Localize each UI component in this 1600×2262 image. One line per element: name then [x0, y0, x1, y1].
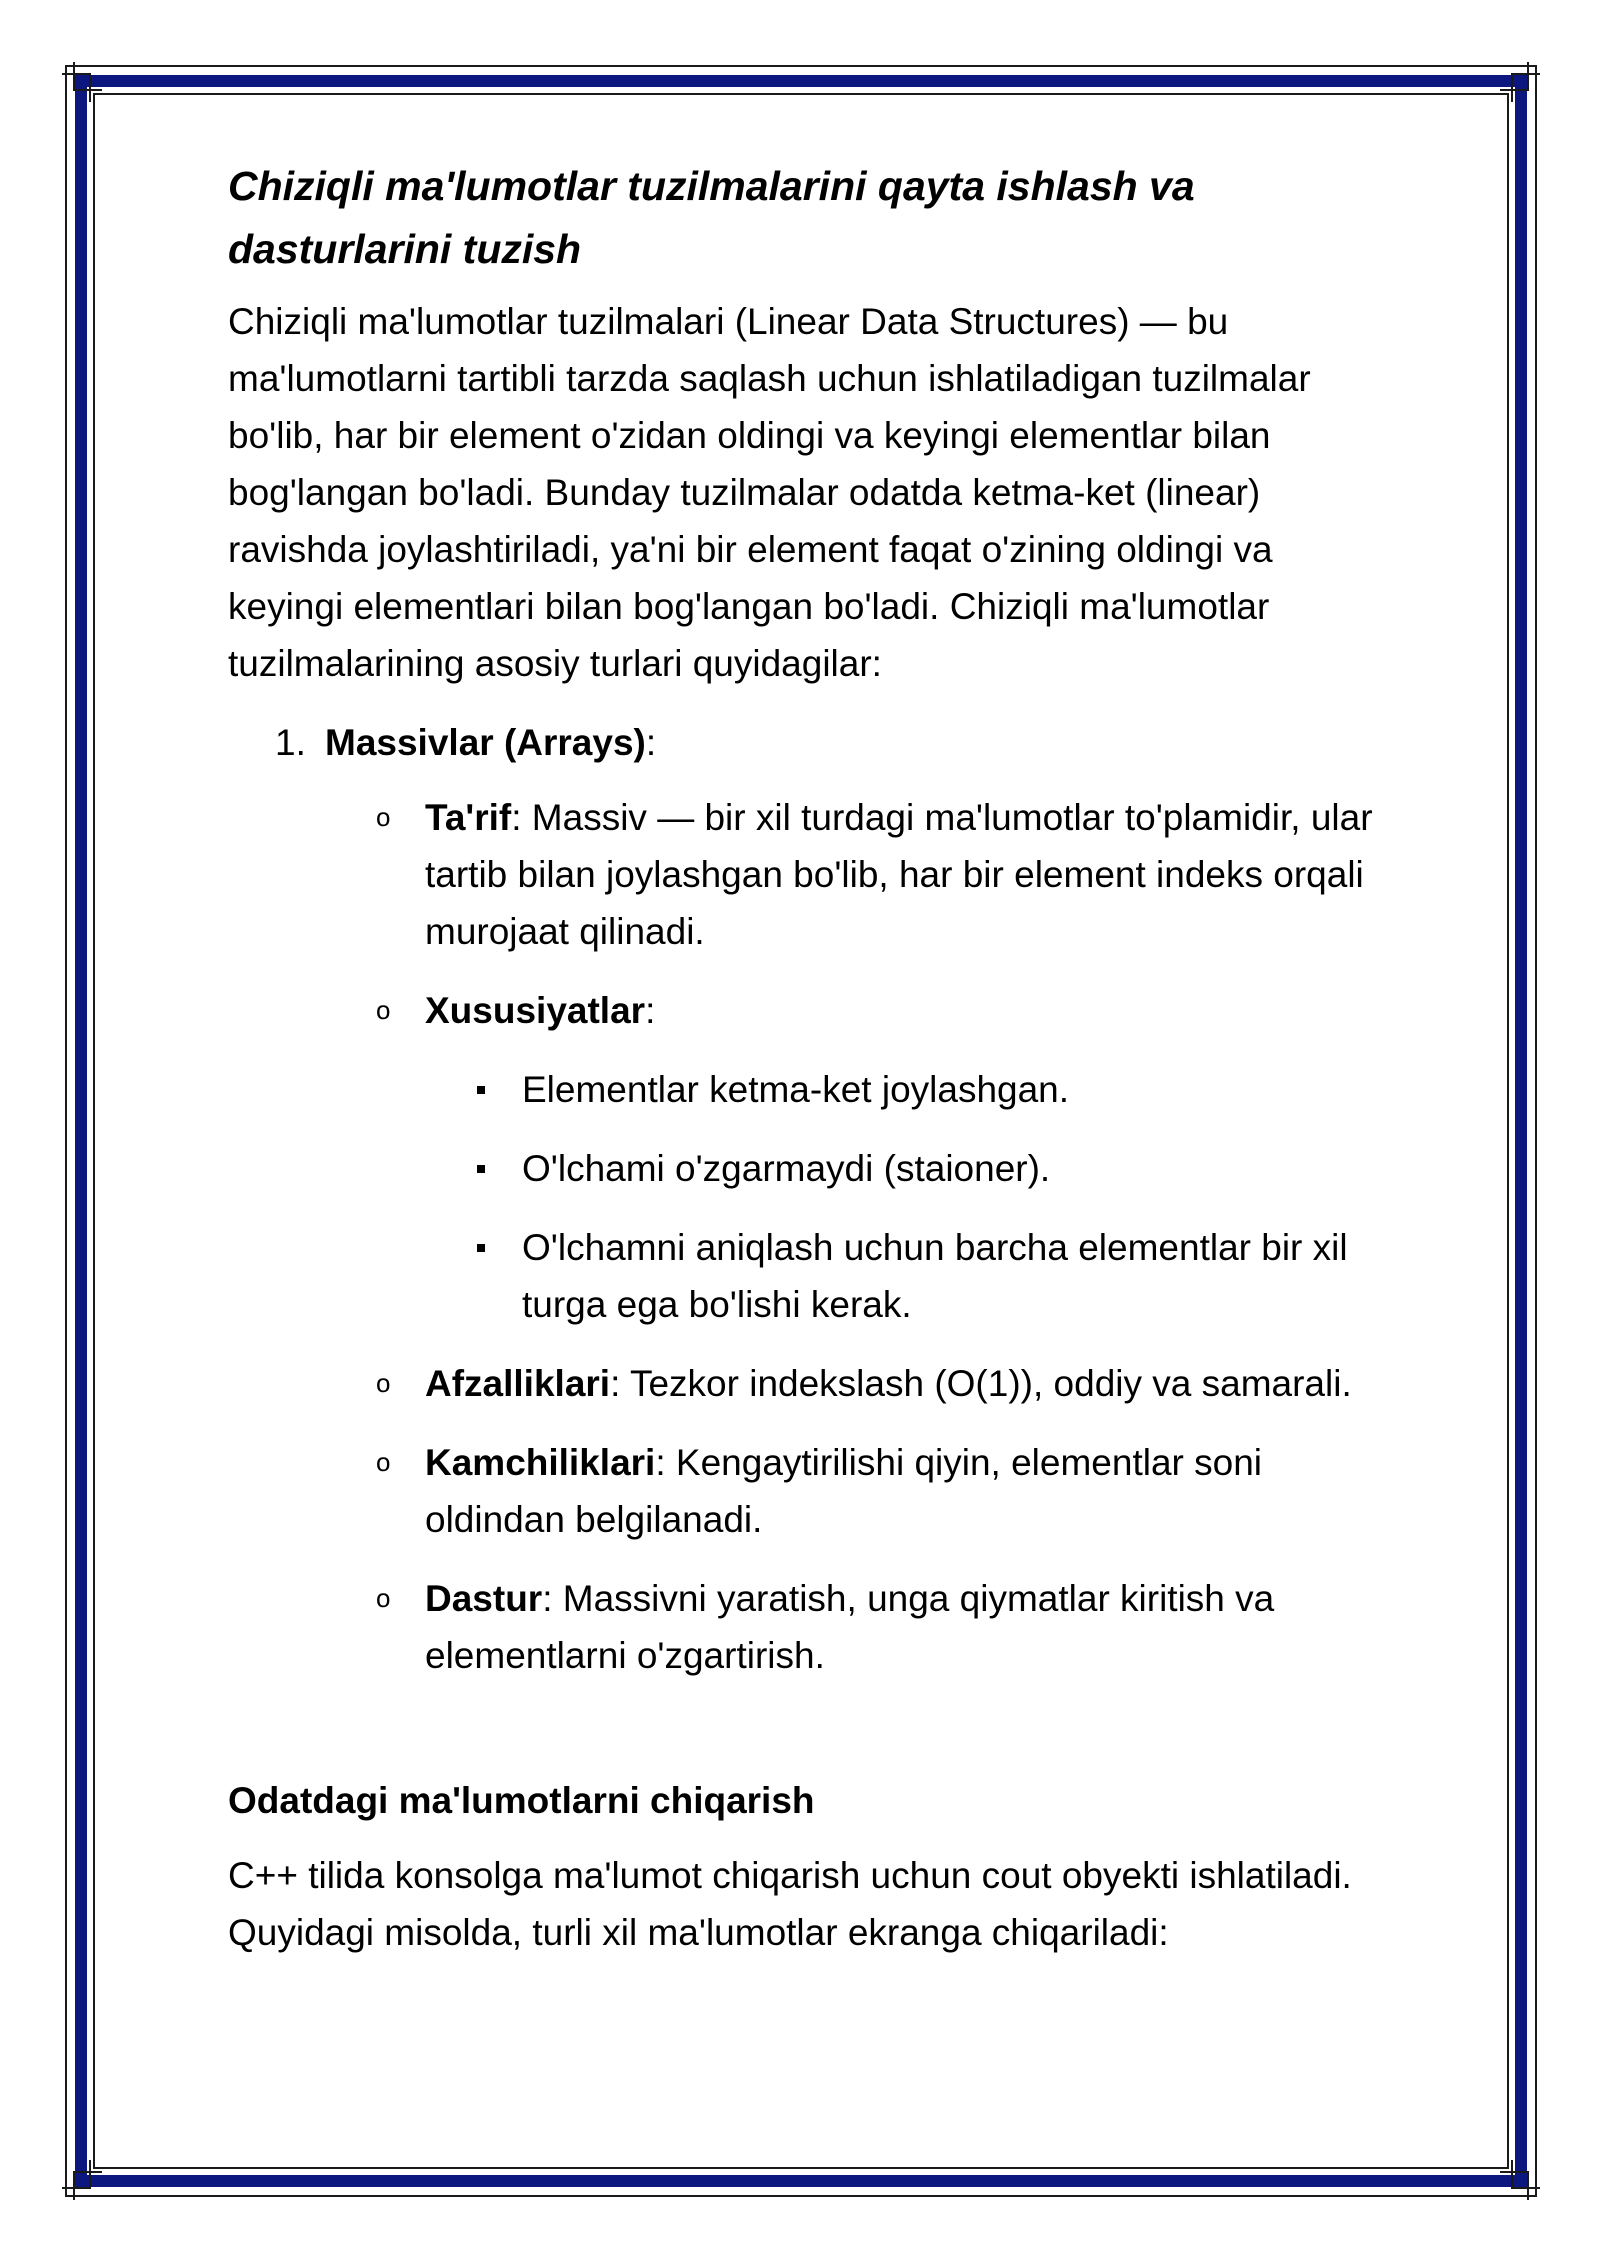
hollow-bullet-icon: o	[376, 802, 391, 832]
hollow-bullet-icon: o	[376, 1583, 391, 1613]
square-bullet-icon	[477, 1086, 485, 1094]
sub-item-features	[228, 982, 1408, 1333]
definition-text: : Massiv — bir xil turdagi ma'lumotlar to'plamidir, ular tartib bilan joylashgan bo'lib, har bir element indeks orqali murojaat qilinadi.	[425, 797, 1373, 952]
list-item-suffix: :	[645, 722, 657, 763]
features-list	[425, 1061, 1408, 1333]
disadvantages-label: Kamchiliklari	[425, 1442, 656, 1483]
square-bullet-icon	[477, 1165, 485, 1173]
advantages-label: Afzalliklari	[425, 1363, 611, 1404]
document-title: Chiziqli ma'lumotlar tuzilmalarini qayta ishlash va dasturlarini tuzish	[228, 163, 1195, 272]
list-number: 1.	[275, 722, 306, 763]
border-corner-ornament-top-right	[1500, 62, 1540, 102]
border-corner-ornament-bottom-right	[1500, 2160, 1540, 2200]
program-text: : Massivni yaratish, unga qiymatlar kiritish va elementlarni o'zgartirish.	[425, 1578, 1275, 1676]
sub-item-program	[228, 1570, 1408, 1684]
advantages-text: : Tezkor indekslash (O(1)), oddiy va samarali.	[610, 1363, 1352, 1404]
feature-text: Elementlar ketma-ket joylashgan.	[522, 1069, 1070, 1110]
definition-label: Ta'rif	[425, 797, 512, 838]
feature-text: O'lchami o'zgarmaydi (staioner).	[522, 1148, 1051, 1189]
numbered-item-arrays	[275, 714, 1408, 771]
border-corner-ornament-bottom-left	[62, 2160, 102, 2200]
hollow-bullet-icon: o	[376, 995, 391, 1025]
square-bullet-icon	[477, 1244, 485, 1252]
features-suffix: :	[645, 990, 656, 1031]
sub-item-definition	[228, 789, 1408, 960]
border-corner-ornament-top-left	[62, 62, 102, 102]
hollow-bullet-icon: o	[376, 1447, 391, 1477]
feature-item	[228, 1140, 1408, 1197]
program-label: Dastur	[425, 1578, 543, 1619]
feature-item	[228, 1061, 1408, 1118]
feature-item	[228, 1219, 1408, 1333]
section-heading-output: Odatdagi ma'lumotlarni chiqarish	[228, 1780, 815, 1821]
disadvantages-text: : Kengaytirilishi qiyin, elementlar soni oldindan belgilanadi.	[425, 1442, 1263, 1540]
output-paragraph: C++ tilida konsolga ma'lumot chiqarish uchun cout obyekti ishlatiladi. Quyidagi misolda, turli xil ma'lumotlar ekranga chiqariladi:	[228, 1855, 1352, 1953]
sub-item-disadvantages	[228, 1434, 1408, 1548]
hollow-bullet-icon: o	[376, 1368, 391, 1398]
sub-item-advantages	[228, 1355, 1408, 1412]
arrays-sub-list	[228, 789, 1408, 1684]
features-label: Xususiyatlar	[425, 990, 646, 1031]
document-content	[228, 155, 1408, 1975]
list-item-label: Massivlar (Arrays)	[325, 722, 646, 763]
intro-paragraph: Chiziqli ma'lumotlar tuzilmalari (Linear Data Structures) — bu ma'lumotlarni tartibli tarzda saqlash uchun ishlatiladigan tuzilmalar bo'lib, har bir element o'zidan oldingi va keyingi elementlar bilan bog'langan bo'ladi. Bunday tuzilmalar odatda ketma-ket (linear) ravishda joylashtiriladi, ya'ni bir element faqat o'zining oldingi va keyingi elementlari bilan bog'langan bo'ladi. Chiziqli ma'lumotlar tuzilmalarining asosiy turlari quyidagilar:	[228, 301, 1311, 684]
feature-text: O'lchamni aniqlash uchun barcha elementlar bir xil turga ega bo'lishi kerak.	[522, 1227, 1348, 1325]
